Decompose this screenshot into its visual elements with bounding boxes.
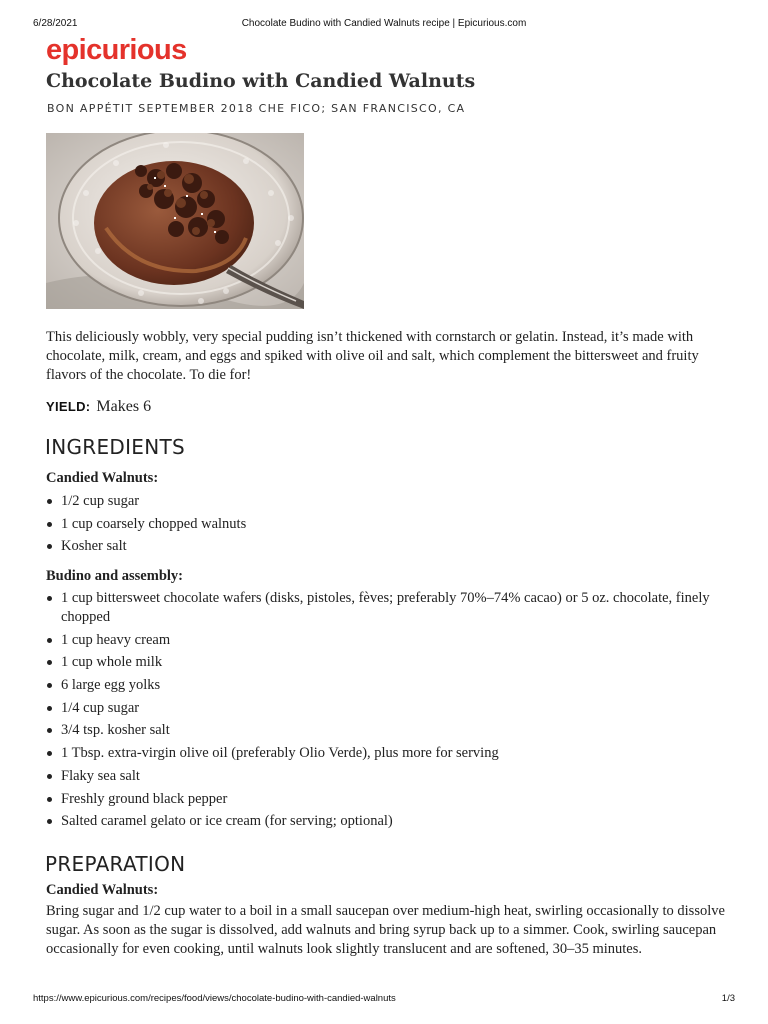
print-page-title: Chocolate Budino with Candied Walnuts recipe | Epicurious.com <box>241 18 527 29</box>
ingredient-item: Salted caramel gelato or ice cream (for serving; optional) <box>46 812 726 831</box>
ingredient-item: 1/2 cup sugar <box>46 492 726 511</box>
ingredient-list-candied-walnuts <box>46 492 726 560</box>
page-number: 1/3 <box>721 993 735 1004</box>
photo-chocolate-budino <box>46 133 304 309</box>
preparation-subhead: Candied Walnuts: <box>46 882 159 898</box>
print-footer <box>0 993 768 1007</box>
ingredient-item: 1 cup bittersweet chocolate wafers (disks, pistoles, fèves; preferably 70%–74% cacao) or 5 oz. chocolate, finely chopped <box>46 589 726 627</box>
ingredient-item: Freshly ground black pepper <box>46 790 726 809</box>
yield-label: YIELD: <box>46 399 91 414</box>
ingredient-item: 6 large egg yolks <box>46 676 726 695</box>
recipe-yield <box>46 398 151 416</box>
ingredient-item: Kosher salt <box>46 537 726 556</box>
preparation-step: Bring sugar and 1/2 cup water to a boil in a small saucepan over medium-high heat, swirling occasionally to dissolve sugar. As soon as the sugar is dissolved, add walnuts and bring syrup back up to a simmer. Cook, swirling saucepan occasionally for even cooking, until walnuts look slightly translucent and are softened, 30–35 minutes. <box>46 903 725 957</box>
ingredient-item: Flaky sea salt <box>46 767 726 786</box>
ingredient-item: 1 cup coarsely chopped walnuts <box>46 515 726 534</box>
ingredient-item: 1 cup heavy cream <box>46 631 726 650</box>
recipe-source: BON APPÉTIT SEPTEMBER 2018 CHE FICO; SAN FRANCISCO, CA <box>47 102 466 115</box>
recipe-photo <box>46 133 304 309</box>
ingredient-item: 1 cup whole milk <box>46 653 726 672</box>
ingredient-item: 1 Tbsp. extra-virgin olive oil (preferably Olio Verde), plus more for serving <box>46 744 726 763</box>
print-url[interactable]: https://www.epicurious.com/recipes/food/views/chocolate-budino-with-candied-walnuts <box>33 993 396 1004</box>
ingredient-group-title: Candied Walnuts: <box>46 470 159 486</box>
ingredient-group-title: Budino and assembly: <box>46 568 183 584</box>
preparation-heading: PREPARATION <box>45 852 186 876</box>
epicurious-logo[interactable]: epicurious <box>46 34 187 66</box>
print-header <box>0 18 768 32</box>
yield-value: Makes 6 <box>96 398 152 415</box>
ingredient-item: 1/4 cup sugar <box>46 699 726 718</box>
recipe-description: This deliciously wobbly, very special pudding isn’t thickened with cornstarch or gelatin. Instead, it’s made with chocolate, milk, cream, and eggs and spiked with olive oil and salt, which complement the bittersweet and fruity flavors of the chocolate. To die for! <box>46 329 699 383</box>
recipe-title: Chocolate Budino with Candied Walnuts <box>46 70 476 92</box>
ingredient-list-budino <box>46 589 726 835</box>
ingredients-heading: INGREDIENTS <box>45 435 185 459</box>
print-date: 6/28/2021 <box>33 18 78 29</box>
ingredient-item: 3/4 tsp. kosher salt <box>46 721 726 740</box>
